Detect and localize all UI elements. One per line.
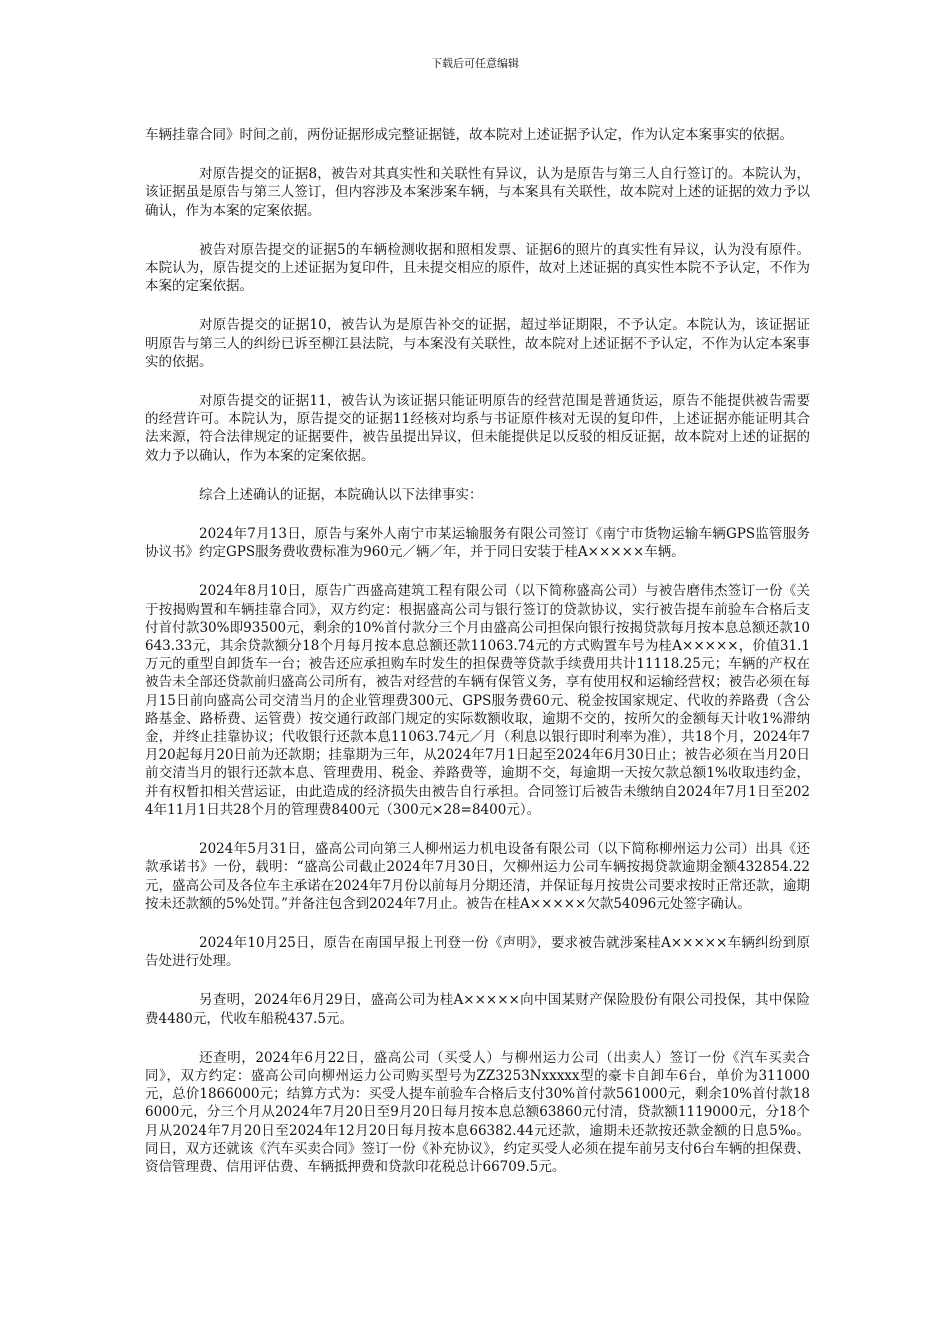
paragraph-repayment-promise: 2024年5月31日，盛高公司向第三人柳州运力机电设备有限公司（以下简称柳州运力公司）出具《还款承诺书》一份，载明：“盛高公司截止2024年7月30日，欠柳州运力公司车辆按揭贷款逾期金额432854.22元，盛高公司及各位车主承诺在2024年7月份以前每月分期还清，并保证每月按贵公司要求按时正常还款，逾期按未还款额的5%处罚。”并备注包含到2024年7月止。被告在桂A×××××欠款54096元处签字确认。: [145, 841, 810, 912]
paragraph-statement: 2024年10月25日，原告在南国早报上刊登一份《声明》，要求被告就涉案桂A×××××车辆纠纷到原告处进行处理。: [145, 934, 810, 970]
paragraph-evidence-8: 对原告提交的证据8，被告对其真实性和关联性有异议，认为是原告与第三人自行签订的。本院认为，该证据虽是原告与第三人签订，但内容涉及本案涉案车辆，与本案具有关联性，故本院对上述的证据的效力予以确认，作为本案的定案依据。: [145, 166, 810, 219]
paragraph-evidence-10: 对原告提交的证据10，被告认为是原告补交的证据，超过举证期限，不予认定。本院认为，该证据证明原告与第三人的纠纷已诉至柳江县法院，与本案没有关联性，故本院对上述证据不予认定，不作为认定本案事实的依据。: [145, 317, 810, 370]
paragraph-evidence-11: 对原告提交的证据11，被告认为该证据只能证明原告的经营范围是普通货运，原告不能提供被告需要的经营许可。本院认为，原告提交的证据11经核对均系与书证原件核对无误的复印件，上述证据亦能证明其合法来源，符合法律规定的证据要件，被告虽提出异议，但未能提供足以反驳的相反证据，故本院对上述的证据的效力予以确认，作为本案的定案依据。: [145, 393, 810, 464]
document-body: [145, 126, 810, 1197]
paragraph-gps-agreement: 2024年7月13日，原告与案外人南宁市某运输服务有限公司签订《南宁市货物运输车辆GPS监管服务协议书》约定GPS服务费收费标准为960元／辆／年，并于同日安装于桂A×××××车辆。: [145, 526, 810, 561]
paragraph-evidence-5-6: 被告对原告提交的证据5的车辆检测收据和照相发票、证据6的照片的真实性有异议，认为没有原件。本院认为，原告提交的上述证据为复印件，且未提交相应的原件，故对上述证据的真实性本院不予认定，不作为本案的定案依据。: [145, 241, 810, 295]
paragraph-insurance: 另查明，2024年6月29日，盛高公司为桂A×××××向中国某财产保险股份有限公司投保，其中保险费4480元，代收车船税437.5元。: [145, 992, 810, 1027]
page-header: 下载后可任意编辑: [431, 57, 519, 70]
paragraph-sales-contract: 还查明，2024年6月22日，盛高公司（买受人）与柳州运力公司（出卖人）签订一份《汽车买卖合同》，双方约定：盛高公司向柳州运力公司购买型号为ZZ3253Nxxxxx型的豪卡自卸车6台，单价为311000元，总价1866000元；结算方式为：买受人提车前验车合格后支付30%首付款561000元，剩余10%首付款186000元，分三个月从2024年7月20日至9月20日每月按本息总额63860元付清，贷款额1119000元，分18个月从2024年7月20日至2024年12月20日每月按本息66382.44元还款，逾期未还款按还款金额的日息5‰。同日，双方还就该《汽车买卖合同》签订一份《补充协议》，约定买受人必须在提车前另支付6台车辆的担保费、资信管理费、信用评估费、车辆抵押费和贷款印花税总计66709.5元。: [145, 1049, 810, 1175]
paragraph-affiliation-contract: 2024年8月10日，原告广西盛高建筑工程有限公司（以下简称盛高公司）与被告磨伟杰签订一份《关于按揭购置和车辆挂靠合同》，双方约定：根据盛高公司与银行签订的贷款协议，实行被告提车前验车合格后支付首付款30%即93500元，剩余的10%首付款分三个月由盛高公司担保向银行按揭贷款每月按本息总额还款10643.33元，其余贷款额分18个月每月按本息总额还款11063.74元的方式购置车号为桂A×××××，价值31.1万元的重型自卸货车一台；被告还应承担购车时发生的担保费等贷款手续费用共计11118.25元；车辆的产权在被告未全部还贷款前归盛高公司所有，被告对经营的车辆有保管义务，享有使用权和运输经营权；被告必须在每月15日前向盛高公司交清当月的企业管理费300元、GPS服务费60元、税金按国家规定、代收的养路费（含公路基金、路桥费、运管费）按交通行政部门规定的实际数额收取，逾期不交的，按所欠的金额每天计收1%滞纳金，并终止挂靠协议；代收银行还款本息11063.74元／月（利息以银行即时利率为准），共18个月，2024年7月20起每月20日前为还款期；挂靠期为三年，从2024年7月1日起至2024年6月30日止；被告必须在当月20日前交清当月的银行还款本息、管理费用、税金、养路费等，逾期不交，每逾期一天按欠款总额1%收取违约金，并有权暂扣相关营运证，由此造成的经济损失由被告自行承担。合同签订后被告未缴纳自2024年7月1日至2024年11月1日共28个月的管理费8400元（300元×28=8400元）。: [145, 583, 810, 818]
paragraph-facts-intro: 综合上述确认的证据，本院确认以下法律事实：: [199, 486, 483, 503]
paragraph-continuation: 车辆挂靠合同》时间之前，两份证据形成完整证据链，故本院对上述证据予认定，作为认定本案事实的依据。: [145, 127, 793, 143]
